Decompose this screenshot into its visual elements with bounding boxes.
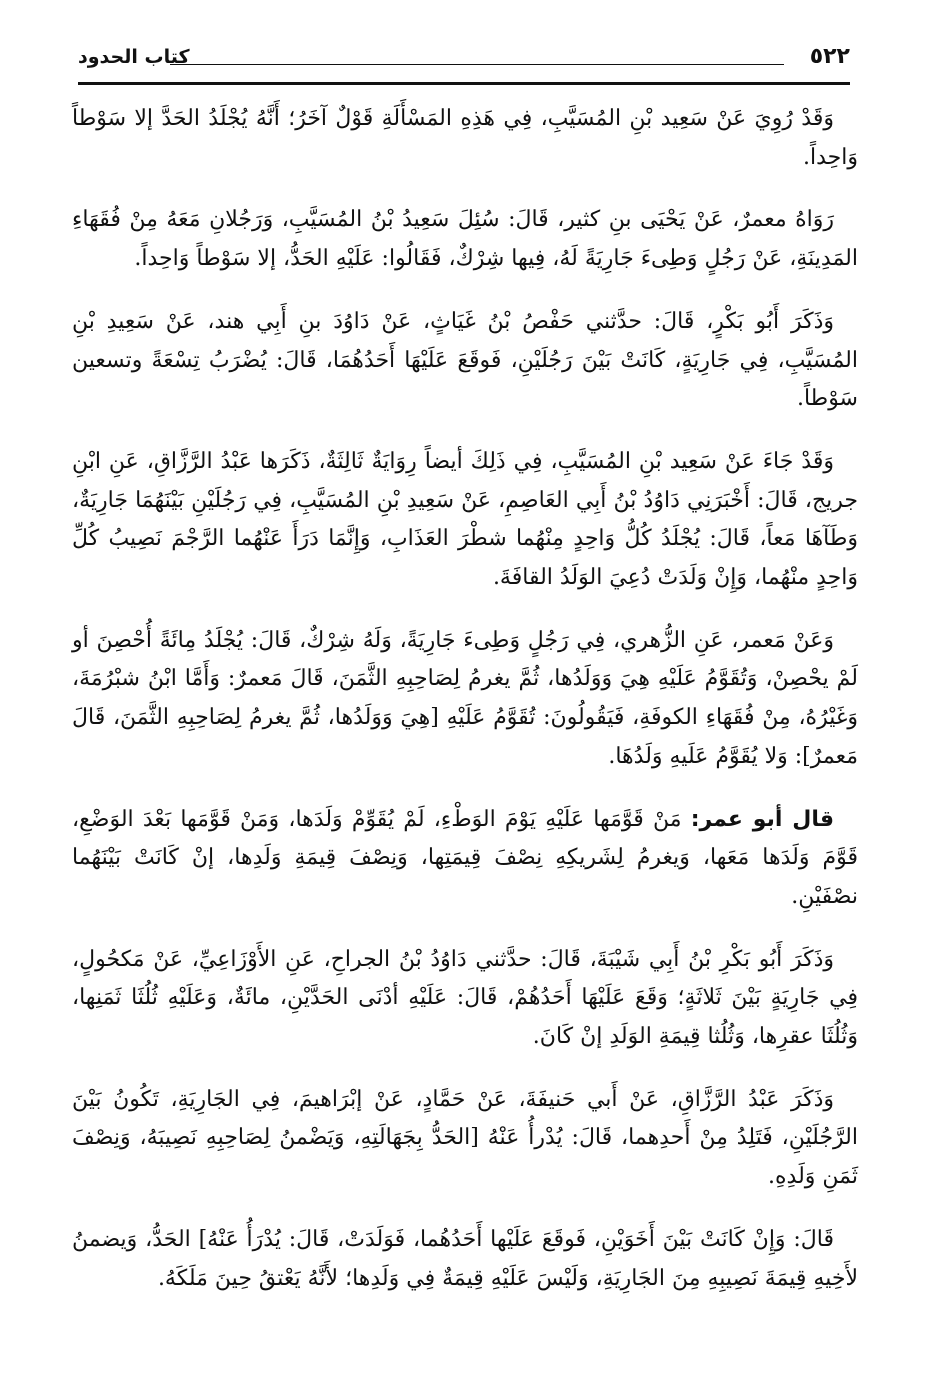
book-title: كتاب الحدود <box>78 46 190 68</box>
header-rule <box>78 82 850 85</box>
paragraph <box>72 201 858 278</box>
paragraph-lead: قال أبو عمر: <box>690 806 835 832</box>
paragraph <box>72 303 858 419</box>
paragraph <box>72 443 858 598</box>
paragraph-text: وَذَكَرَ أَبُو بَكْرِ بْنُ أَبِي شَيْبَةَ، قَالَ: حدَّثني دَاوُدُ بْنُ الجراحِ، عَنِ الأَوْزَاعِيِّ، عَنْ مَكحُولٍ، فِي جَارِيَةٍ بَيْنَ ثَلاثَةٍ؛ وَقَعَ عَلَيْهَا أَحَدُهُمْ، قَالَ: عَلَيْهِ أدْنَى الحَدَّيْنِ، مائَةٌ، وَعَلَيْهِ ثُلُثَا ثَمَنِها، وَثُلُثَا عقرِها، وَثُلُثا قِيمَةِ الوَلَدِ إنْ كَانَ. <box>72 946 858 1050</box>
paragraph-text: وَقَدْ رُوِيَ عَنْ سَعِيد بْنِ المُسَيَّبِ، فِي هَذِهِ المَسْأَلَةِ قَوْلٌ آخَرُ؛ أَنَّهُ يُجْلَدُ الحَدَّ إلا سَوْطاً وَاحِداً. <box>72 106 858 170</box>
paragraph <box>72 1221 858 1298</box>
page-body <box>72 100 858 1322</box>
paragraph-text: قَالَ: وَإِنْ كَانَتْ بَيْنَ أَخَوَيْنِ، فَوقَعَ عَلَيْها أَحَدُهُما، فَوَلَدَتْ، قَالَ: يُدْرَأُ عَنْهُ] الحَدُّ، وَيضمنُ لأَخِيهِ قِيمَةَ نَصِيبِهِ مِنَ الجَارِيَةِ، وَلَيْسَ عَلَيْهِ قِيمَةٌ فِي وَلَدِها؛ لأَنَّهُ يَعْتقُ حِينَ مَلَكَهُ. <box>72 1226 858 1291</box>
paragraph <box>72 941 858 1057</box>
paragraph <box>72 1081 858 1197</box>
paragraph <box>72 622 858 777</box>
paragraph-text: وَعَنْ مَعمر، عَنِ الزُّهري، فِي رَجُلٍ وَطِىءَ جَارِيَةً، وَلَهُ شِرْكٌ، قَالَ: يُجْلَدُ مِائَةً أُحْصِنَ أو لَمْ يحْصِنْ، وَتُقَوَّمُ عَلَيْهِ هِيَ وَوَلَدُها، ثُمَّ يغرمُ لِصَاحِبِهِ الثَّمَنَ، قَالَ مَعمرٌ: وَأَمَّا ابْنُ شبْرُمَةَ، وَغَيْرُهُ، مِنْ فُقَهَاءِ الكوفَةِ، فَيَقُولُونَ: تُقَوَّمُ عَلَيْهِ [هِيَ وَوَلَدُها، ثُمَّ يغرمُ لِصَاحِبِهِ الثَّمَنَ، قَالَ مَعمرٌ]: وَلا يُقَوَّمُ عَلَيهِ وَلَدُهَا. <box>72 627 858 769</box>
paragraph-text: وَذَكَرَ أَبُو بَكْرٍ، قَالَ: حدَّثني حَفْصُ بْنُ غَيَاثٍ، عَنْ دَاوُدَ بنِ أَبِي هند، عَنْ سَعِيدِ بْنِ المُسَيَّبِ، فِي جَارِيَةٍ، كَانَتْ بَيْنَ رَجُلَيْنِ، فَوقَعَ عَلَيْهَا أَحَدُهُمَا، قَالَ: يُضْرَبُ تِسْعَةً وتسعين سَوْطاً. <box>72 308 858 412</box>
paragraph <box>72 801 858 917</box>
page-header <box>78 42 850 84</box>
paragraph-text: مَنْ قَوَّمَها عَلَيْهِ يَوْمَ الوَطْءِ، لَمْ يُقَوِّمْ وَلَدَها، وَمَنْ قَوَّمَها بَعْدَ الوَضْعِ، قَوَّمَ وَلَدَها مَعَها، وَيغرمُ لِشَريكِهِ نِصْفَ قِيمَتِها، وَنِصْفَ قِيمَةِ وَلَدِها، إنْ كَانَتْ بَيْنَهُما نصْفَيْنِ. <box>72 806 858 909</box>
paragraph-text: رَوَاهُ معمرٌ، عَنْ يَحْيَى بنِ كثير، قَالَ: سُئِلَ سَعِيدُ بْنُ المُسَيَّبِ، وَرَجُلانِ مَعَهُ مِنْ فُقَهَاءِ المَدِينَةِ، عَنْ رَجُلٍ وَطِىءَ جَارِيَةً لَهُ، فِيها شِرْكٌ، فَقَالُوا: عَلَيْهِ الحَدُّ، إلا سَوْطاً وَاحِداً. <box>72 207 858 272</box>
paragraph-text: وَذَكَرَ عَبْدُ الرَّزَّاقِ، عَنْ أَبي حَنيفَةَ، عَنْ حَمَّادٍ، عَنْ إبْرَاهيمَ، فِي الجَارِيَةِ، تَكُونُ بَيْنَ الرَّجُلَيْنِ، فَتَلِدُ مِنْ أَحدِهما، قَالَ: يُدْرأُ عَنْهُ [الحَدُّ بِجَهَالَتِهِ، وَيَضْمنُ لِصَاحِبِهِ نَصِيبَهُ، وَنِصْفَ ثَمَنِ وَلَدِهِ. <box>72 1086 858 1190</box>
paragraph <box>72 100 858 177</box>
header-line <box>170 64 784 65</box>
paragraph-text: وَقَدْ جَاءَ عَنْ سَعِيد بْنِ المُسَيَّبِ، فِي ذَلِكَ أيضاً رِوَايَةٌ ثَالِثَةٌ، ذَكَرَها عَبْدُ الرَّزَّاقِ، عَنِ ابْنِ جريج، قَالَ: أَخْبَرَنِي دَاوُدُ بْنُ أَبِي العَاصِمِ، عَنْ سَعِيدِ بْنِ المُسَيَّبِ، فِي رَجُلَيْنِ بَيْنَهُمَا جَارِيَةٌ، وَطَآهَا مَعاً، قَالَ: يُجْلَدُ كُلُّ وَاحِدٍ مِنْهُما شطْرَ العَذَابِ، وَإِنَّمَا دَرَأَ عَنْهُما الرَّجْمَ نَصِيبُ كُلِّ وَاحِدٍ منْهُما، وَإِنْ وَلَدَتْ دُعِيَ الوَلَدُ القافَةَ. <box>72 448 859 591</box>
page-number: ٥٢٢ <box>809 44 850 69</box>
